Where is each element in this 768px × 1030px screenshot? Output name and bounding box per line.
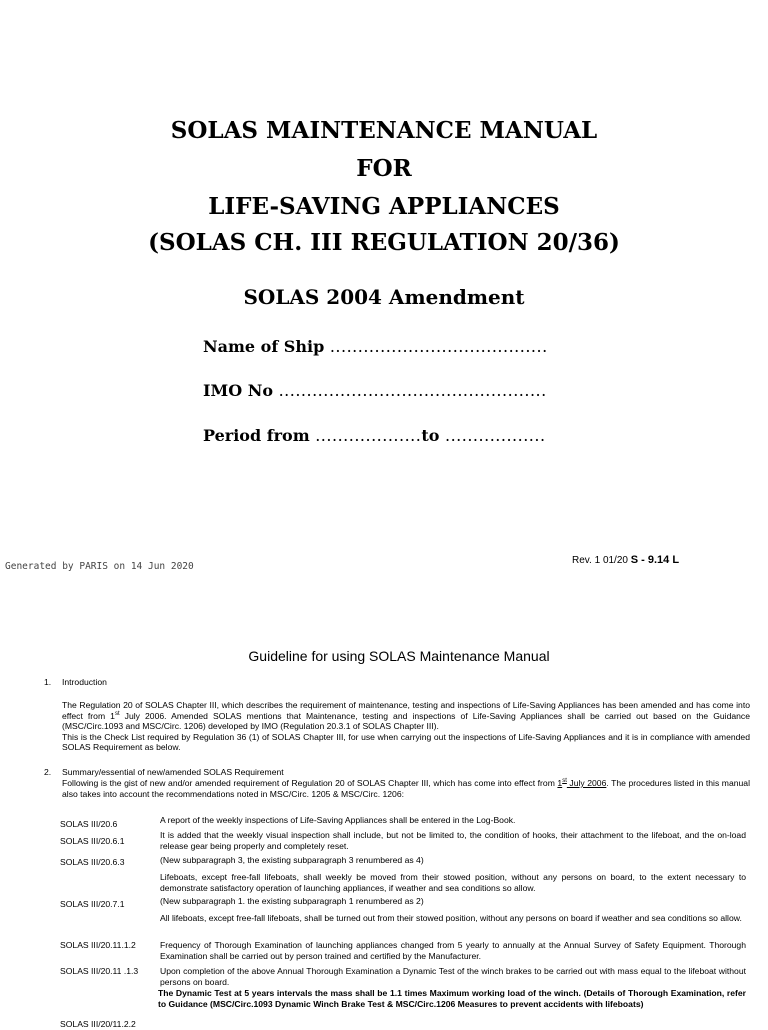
imo-no-label: IMO No xyxy=(203,381,273,400)
period-field xyxy=(203,426,546,445)
requirement-reg: SOLAS III/20/11.2.2 xyxy=(60,1019,136,1029)
section-1-p1-end: July 2006. Amended SOLAS mentions that Maintenance, testing and inspections of Life-Saving Appliances shall be carried out based on the Guidance (MSC/Circ.1093 and MSC/Circ. 1206) developed by IMO (Regulation 20.3.1 of SOLAS Chapter III). xyxy=(62,710,750,731)
period-from-dots: ................... xyxy=(315,426,422,445)
generated-by-note: Generated by PARIS on 14 Jun 2020 xyxy=(5,561,194,572)
requirement-text-bold: The Dynamic Test at 5 years intervals the mass shall be 1.1 times Maximum working load of the winch. (Details of Thorough Examination, refer to Guidance (MSC/Circ.1093 Dynamic Winch Brake Test & MSC/Circ.1206 Measures to prevent accidents with lifeboats) xyxy=(158,988,746,1009)
name-of-ship-label: Name of Ship xyxy=(203,337,325,356)
section-2-number: 2. xyxy=(44,767,52,777)
section-2-title: Summary/essential of new/amended SOLAS Requirement xyxy=(62,767,284,777)
requirement-reg: SOLAS III/20.11.1.2 xyxy=(60,940,136,950)
requirement-reg: SOLAS III/20.11 .1.3 xyxy=(60,966,139,976)
name-of-ship-field xyxy=(203,337,548,356)
section-1-number: 1. xyxy=(44,677,52,687)
section-1-p1-start: The Regulation 20 of SOLAS Chapter III, which describes the requirement of maintenance, testing and inspections of Life-Saving Appliances has been amended and has come into effect from 1 xyxy=(62,700,750,721)
section-2-p1-end: . The procedures listed in this manual also takes into account the recommendations noted in MSC/Circ. 1205 & MSC/Circ. 1206: xyxy=(62,778,750,799)
requirement-text: Upon completion of the above Annual Thorough Examination a Dynamic Test of the winch brakes to be carried out with mass equal to the lifeboat without persons on board. xyxy=(160,966,746,987)
name-of-ship-dots: ....................................... xyxy=(329,337,548,356)
requirement-text: (New subparagraph 1. the existing subparagraph 1 renumbered as 2) xyxy=(160,896,424,906)
imo-no-field xyxy=(203,381,547,400)
requirement-text: It is added that the weekly visual inspection shall include, but not be limited to, the condition of hooks, their attachment to the lifeboat, and the on-load release gear being properly and completely reset. xyxy=(160,830,746,851)
revision-info xyxy=(572,554,679,566)
imo-no-dots: ................................................ xyxy=(278,381,547,400)
requirement-text: A report of the weekly inspections of Life-Saving Appliances shall be entered in the Log-Book. xyxy=(160,815,516,825)
period-to-dots: .................. xyxy=(445,426,546,445)
title-line-3: LIFE-SAVING APPLIANCES xyxy=(208,193,560,220)
title-line-2: FOR xyxy=(356,155,412,182)
requirement-reg: SOLAS III/20.6.1 xyxy=(60,836,125,846)
requirement-text: All lifeboats, except free-fall lifeboats, shall be turned out from their stowed position, without any persons on board if weather and sea conditions so allow. xyxy=(160,913,742,923)
revision-code: S - 9.14 L xyxy=(630,554,680,566)
section-1-title: Introduction xyxy=(62,677,107,687)
requirement-text: Frequency of Thorough Examination of launching appliances changed from 5 yearly to annually at the Annual Survey of Safety Equipment. Thorough Examination shall be carried out by person trained and certified by the Manufacturer. xyxy=(160,940,746,961)
requirement-text: Lifeboats, except free-fall lifeboats, shall weekly be moved from their stowed position, without any persons on board, to the extent necessary to demonstrate satisfactory operation of launching appliances, if weather and sea conditions so allow. xyxy=(160,872,746,893)
requirement-reg: SOLAS III/20.6.3 xyxy=(60,857,125,867)
section-2-p1-start: Following is the gist of new and/or amended requirement of Regulation 20 of SOLAS Chapter III, which has come into effect from xyxy=(62,778,558,788)
title-line-1: SOLAS MAINTENANCE MANUAL xyxy=(170,117,598,144)
requirement-reg: SOLAS III/20.6 xyxy=(60,819,118,829)
amendment-title: SOLAS 2004 Amendment xyxy=(243,285,525,309)
requirement-reg: SOLAS III/20.7.1 xyxy=(60,899,125,909)
section-1-paragraph xyxy=(62,700,750,753)
revision-date: Rev. 1 01/20 xyxy=(572,555,628,566)
section-2-date-sup: st xyxy=(562,778,567,784)
section-1-p1-sup: st xyxy=(114,710,120,717)
period-to-label: to xyxy=(421,426,440,445)
period-from-label: Period from xyxy=(203,426,310,445)
section-2-date-num: 1 xyxy=(557,778,563,788)
section-2-date-rest: July 2006 xyxy=(566,778,607,788)
section-2-paragraph xyxy=(62,778,750,799)
title-line-4: (SOLAS CH. III REGULATION 20/36) xyxy=(148,229,620,256)
section-1-p2: This is the Check List required by Regulation 36 (1) of SOLAS Chapter III, for use when carrying out the inspections of Life-Saving Appliances and it is in compliance with amended SOLAS Requirement as below. xyxy=(62,731,750,752)
guideline-heading: Guideline for using SOLAS Maintenance Manual xyxy=(248,648,550,664)
requirement-text: (New subparagraph 3, the existing subparagraph 3 renumbered as 4) xyxy=(160,855,424,865)
